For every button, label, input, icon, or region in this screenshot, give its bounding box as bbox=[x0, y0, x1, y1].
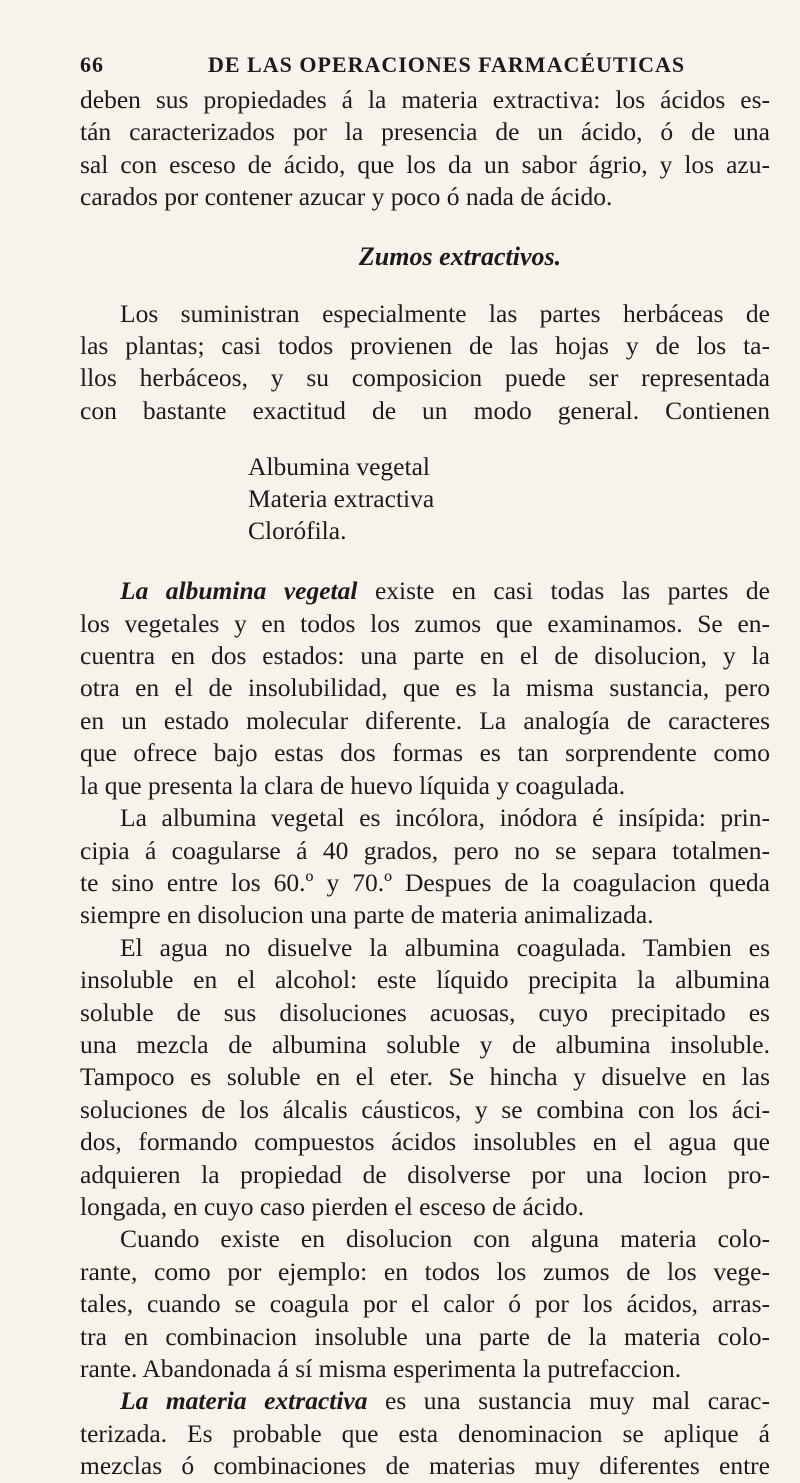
text-line: tales, cuando se coagula por el calor ó por los ácidos, arras- bbox=[80, 1289, 770, 1319]
text-line: insoluble en el alcohol: este líquido precipita la albumina bbox=[80, 965, 770, 995]
text-line: las plantas; casi todos provienen de las hojas y de los ta- bbox=[80, 331, 770, 361]
text-line: cipia á coagularse á 40 grados, pero no se separa totalmen- bbox=[80, 835, 770, 865]
text-line: sal con esceso de ácido, que los da un sabor ágrio, y los azu- bbox=[80, 149, 770, 179]
text-line: una mezcla de albumina soluble y de albumina insoluble. bbox=[80, 1029, 770, 1059]
paragraph-4 bbox=[80, 802, 770, 932]
text-line: tán caracterizados por la presencia de un ácido, ó de una bbox=[80, 117, 770, 147]
list-item: Materia extractiva bbox=[248, 484, 435, 514]
page-body bbox=[80, 84, 770, 1483]
list-item: Clorófila. bbox=[248, 516, 347, 546]
text-line bbox=[80, 1385, 770, 1417]
running-title: DE LAS OPERACIONES FARMACÉUTICAS bbox=[208, 52, 686, 77]
text-line: siempre en disolucion una parte de materia animalizada. bbox=[80, 900, 654, 930]
text-line: dos, formando compuestos ácidos insolubles en el agua que bbox=[80, 1127, 770, 1157]
italic-term: La materia extractiva bbox=[120, 1386, 368, 1416]
text-line: Tampoco es soluble en el eter. Se hincha y disuelve en las bbox=[80, 1062, 770, 1092]
paragraph-5 bbox=[80, 932, 770, 1224]
italic-term: La albumina vegetal bbox=[120, 576, 358, 606]
text-line: en un estado molecular diferente. La analogía de caracteres bbox=[80, 705, 770, 735]
paragraph-7 bbox=[80, 1385, 770, 1482]
text-line: Los suministran especialmente las partes herbáceas de bbox=[120, 298, 770, 328]
text-line: Cuando existe en disolucion con alguna materia colo- bbox=[120, 1224, 770, 1254]
text-line: rante, como por ejemplo: en todos los zumos de los vege- bbox=[80, 1256, 770, 1286]
text-line: longada, en cuyo caso pierden el esceso de ácido. bbox=[80, 1191, 585, 1221]
text-line: que ofrece bajo estas dos formas es tan sorprendente como bbox=[80, 738, 770, 768]
text-line: adquieren la propiedad de disolverse por una locion pro- bbox=[80, 1159, 770, 1189]
text-line: tra en combinacion insoluble una parte de la materia colo- bbox=[80, 1321, 770, 1351]
text-line: soluble de sus disoluciones acuosas, cuyo precipitado es bbox=[80, 997, 770, 1027]
text-line: deben sus propiedades á la materia extractiva: los ácidos es- bbox=[80, 85, 770, 114]
list-item: Albumina vegetal bbox=[248, 452, 430, 482]
text-line: la que presenta la clara de huevo líquida y coagulada. bbox=[80, 770, 626, 800]
text-line: mezclas ó combinaciones de materias muy diferentes entre bbox=[80, 1451, 770, 1481]
paragraph-2 bbox=[80, 298, 770, 428]
text-line: te sino entre los 60.º y 70.º Despues de la coagulacion queda bbox=[80, 867, 770, 897]
paragraph-6 bbox=[80, 1223, 770, 1385]
text-run: existe en casi todas las partes de bbox=[357, 576, 770, 606]
running-head bbox=[80, 52, 770, 82]
text-line: carados por contener azucar y poco ó nada de ácido. bbox=[80, 182, 613, 212]
text-line: llos herbáceos, y su composicion puede ser representada bbox=[80, 363, 770, 393]
paragraph-3 bbox=[80, 575, 770, 802]
text-line: soluciones de los álcalis cáusticos, y se combina con los áci- bbox=[80, 1094, 770, 1124]
component-list bbox=[80, 451, 770, 547]
text-line: cuentra en dos estados: una parte en el de disolucion, y la bbox=[80, 641, 770, 671]
text-line: con bastante exactitud de un modo general. Contienen bbox=[80, 395, 770, 425]
text-run: es una sustancia muy mal carac- bbox=[367, 1386, 770, 1416]
page-number: 66 bbox=[80, 52, 104, 77]
text-line: los vegetales y en todos los zumos que examinamos. Se en- bbox=[80, 608, 770, 638]
text-line: otra en el de insolubilidad, que es la misma sustancia, pero bbox=[80, 673, 770, 703]
paragraph-1 bbox=[80, 84, 770, 214]
text-line: rante. Abandonada á sí misma esperimenta la putrefaccion. bbox=[80, 1354, 682, 1383]
text-line bbox=[80, 575, 770, 607]
text-line: La albumina vegetal es incólora, inódora é insípida: prin- bbox=[120, 803, 770, 833]
text-line: El agua no disuelve la albumina coagulada. Tambien es bbox=[120, 932, 770, 962]
text-line: terizada. Es probable que esta denominacion se aplique á bbox=[80, 1418, 770, 1448]
section-heading: Zumos extractivos. bbox=[358, 241, 562, 271]
